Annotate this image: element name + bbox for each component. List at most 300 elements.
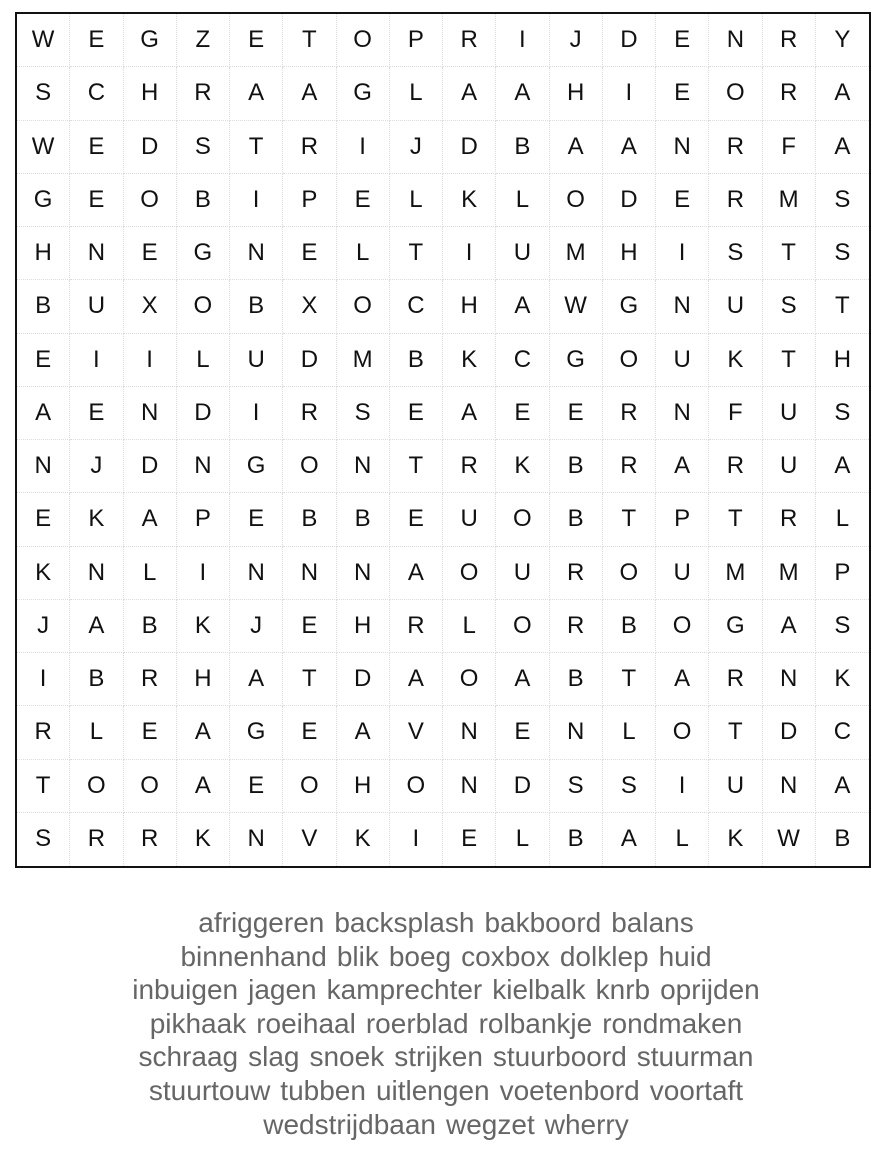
grid-cell[interactable]: N [443,706,496,759]
grid-cell[interactable]: E [390,493,443,546]
grid-cell[interactable]: J [230,600,283,653]
grid-cell[interactable]: B [550,440,603,493]
grid-cell[interactable]: S [550,760,603,813]
grid-cell[interactable]: L [390,174,443,227]
grid-cell[interactable]: I [390,813,443,866]
grid-cell[interactable]: U [656,334,709,387]
grid-cell[interactable]: T [709,706,762,759]
grid-cell[interactable]: U [496,227,549,280]
word-list-item: boeg [388,940,452,972]
word-list-item: afriggeren [198,907,325,938]
grid-cell[interactable]: O [177,280,230,333]
grid-cell[interactable]: K [177,600,230,653]
grid-cell[interactable]: N [70,547,123,600]
grid-cell[interactable]: P [816,547,869,600]
grid-cell[interactable]: U [763,440,816,493]
word-list-item: oprijden [660,974,760,1006]
grid-cell[interactable]: E [283,600,336,653]
grid-cell[interactable]: A [70,600,123,653]
grid-cell[interactable]: N [337,547,390,600]
grid-cell[interactable]: N [177,440,230,493]
word-list-item: stuurman [636,1041,754,1073]
grid-cell[interactable]: E [230,14,283,67]
grid-cell[interactable]: J [390,121,443,174]
grid-cell[interactable]: O [337,14,390,67]
grid-cell[interactable]: K [443,334,496,387]
grid-cell[interactable]: M [709,547,762,600]
grid-cell[interactable]: N [443,760,496,813]
grid-cell[interactable]: A [230,67,283,120]
grid-cell[interactable]: O [443,547,496,600]
grid-cell[interactable]: R [550,600,603,653]
grid-cell[interactable]: R [283,387,336,440]
grid-cell[interactable]: B [496,121,549,174]
grid-cell[interactable]: O [443,653,496,706]
grid-cell[interactable]: B [283,493,336,546]
grid-cell[interactable]: A [124,493,177,546]
grid-cell[interactable]: D [443,121,496,174]
grid-cell[interactable]: S [337,387,390,440]
grid-cell[interactable]: D [177,387,230,440]
grid-cell[interactable]: R [603,440,656,493]
grid-cell[interactable]: N [656,121,709,174]
grid-cell[interactable]: R [763,14,816,67]
grid-cell[interactable]: D [337,653,390,706]
grid-cell[interactable]: D [763,706,816,759]
grid-cell[interactable]: O [390,760,443,813]
grid-cell[interactable]: T [603,493,656,546]
grid-cell[interactable]: O [603,547,656,600]
grid-cell[interactable]: H [124,67,177,120]
grid-cell[interactable]: K [443,174,496,227]
word-list-line [40,906,852,940]
grid-cell[interactable]: K [177,813,230,866]
grid-cell[interactable]: Z [177,14,230,67]
grid-cell[interactable]: E [124,706,177,759]
grid-cell[interactable]: R [124,813,177,866]
grid-cell[interactable]: I [124,334,177,387]
grid-cell[interactable]: B [390,334,443,387]
word-list-item: jagen [248,974,317,1006]
grid-cell[interactable]: D [603,14,656,67]
grid-cell[interactable]: E [230,493,283,546]
grid-cell[interactable]: O [550,174,603,227]
grid-cell[interactable]: R [283,121,336,174]
grid-cell[interactable]: H [603,227,656,280]
grid-cell[interactable]: B [124,600,177,653]
grid-cell[interactable]: U [496,547,549,600]
grid-cell[interactable]: B [17,280,70,333]
grid-cell[interactable]: J [70,440,123,493]
grid-cell[interactable]: A [337,706,390,759]
grid-cell[interactable]: E [124,227,177,280]
grid-cell[interactable]: I [230,387,283,440]
grid-cell[interactable]: V [390,706,443,759]
word-list-item: wegzet [446,1108,535,1140]
grid-cell[interactable]: E [390,387,443,440]
grid-cell[interactable]: K [496,440,549,493]
grid-cell[interactable]: J [550,14,603,67]
grid-cell[interactable]: N [763,760,816,813]
grid-cell[interactable]: P [656,493,709,546]
grid-cell[interactable]: H [17,227,70,280]
grid-cell[interactable]: M [337,334,390,387]
word-list-item: balans [611,907,694,938]
word-list-item: pikhaak [149,1007,247,1039]
grid-cell[interactable]: T [390,440,443,493]
grid-cell[interactable]: O [70,760,123,813]
word-list-item: snoek [309,1041,385,1073]
grid-cell[interactable]: K [17,547,70,600]
word-list-line [40,940,852,974]
grid-cell[interactable]: T [603,653,656,706]
grid-cell[interactable]: G [337,67,390,120]
grid-cell[interactable]: A [390,547,443,600]
word-list-item: slag [248,1041,300,1073]
word-list-item: wedstrijdbaan [263,1108,437,1140]
grid-cell[interactable]: C [390,280,443,333]
grid-cell[interactable]: H [550,67,603,120]
grid-cell[interactable]: T [763,334,816,387]
word-list-item: schraag [138,1041,239,1073]
grid-cell[interactable]: R [550,547,603,600]
word-list-line [40,1108,852,1142]
grid-cell[interactable]: Y [816,14,869,67]
grid-cell[interactable]: L [390,67,443,120]
grid-cell[interactable]: M [763,174,816,227]
grid-cell[interactable]: B [550,813,603,866]
grid-cell[interactable]: P [390,14,443,67]
grid-cell[interactable]: X [283,280,336,333]
word-list-item: strijken [394,1041,483,1073]
grid-cell[interactable]: K [337,813,390,866]
grid-cell[interactable]: A [496,653,549,706]
word-list-item: kamprechter [326,974,483,1006]
grid-cell[interactable]: E [283,227,336,280]
grid-cell[interactable]: B [230,280,283,333]
grid-cell[interactable]: L [443,600,496,653]
grid-cell[interactable]: R [709,121,762,174]
grid-cell[interactable]: L [70,706,123,759]
grid-cell[interactable]: I [337,121,390,174]
grid-cell[interactable]: A [816,760,869,813]
grid-cell[interactable]: S [17,813,70,866]
grid-cell[interactable]: K [709,813,762,866]
grid-cell[interactable]: E [70,387,123,440]
grid-cell[interactable]: A [283,67,336,120]
grid-cell[interactable]: B [177,174,230,227]
grid-cell[interactable]: L [124,547,177,600]
grid-cell[interactable]: I [70,334,123,387]
grid-cell[interactable]: U [230,334,283,387]
grid-cell[interactable]: N [709,14,762,67]
grid-cell[interactable]: M [550,227,603,280]
grid-cell[interactable]: T [390,227,443,280]
grid-cell[interactable]: H [816,334,869,387]
word-search-grid-frame [15,12,871,868]
grid-cell[interactable]: W [550,280,603,333]
grid-cell[interactable]: G [17,174,70,227]
grid-cell[interactable]: N [283,547,336,600]
grid-cell[interactable]: B [550,493,603,546]
grid-cell[interactable]: P [177,493,230,546]
grid-cell[interactable]: A [496,280,549,333]
grid-cell[interactable]: E [656,14,709,67]
grid-cell[interactable]: A [816,121,869,174]
grid-cell[interactable]: R [443,440,496,493]
grid-cell[interactable]: M [763,547,816,600]
grid-cell[interactable]: L [496,174,549,227]
grid-cell[interactable]: H [337,600,390,653]
grid-cell[interactable]: E [656,174,709,227]
grid-cell[interactable]: G [550,334,603,387]
grid-cell[interactable]: R [124,653,177,706]
grid-cell[interactable]: B [603,600,656,653]
grid-cell[interactable]: I [656,760,709,813]
grid-cell[interactable]: D [283,334,336,387]
grid-cell[interactable]: A [17,387,70,440]
grid-cell[interactable]: N [763,653,816,706]
grid-cell[interactable]: R [763,67,816,120]
word-list-item: rondmaken [602,1007,743,1039]
grid-cell[interactable]: T [230,121,283,174]
grid-cell[interactable]: A [390,653,443,706]
word-list-item: inbuigen [132,974,239,1006]
grid-cell[interactable]: O [603,334,656,387]
word-list-item: rolbankje [478,1007,593,1039]
grid-cell[interactable]: P [283,174,336,227]
grid-cell[interactable]: W [17,14,70,67]
word-list-item: coxbox [461,940,550,972]
grid-cell[interactable]: R [603,387,656,440]
grid-cell[interactable]: E [230,760,283,813]
grid-cell[interactable]: G [177,227,230,280]
grid-cell[interactable]: A [656,653,709,706]
grid-cell[interactable]: S [763,280,816,333]
word-list-item: binnenhand [180,940,327,972]
grid-cell[interactable]: S [816,600,869,653]
word-list-item: stuurboord [492,1041,627,1073]
grid-cell[interactable]: I [230,174,283,227]
grid-cell[interactable]: N [70,227,123,280]
grid-cell[interactable]: E [17,493,70,546]
grid-cell[interactable]: R [763,493,816,546]
word-search-grid [17,14,869,866]
word-list-item: uitlengen [375,1074,490,1106]
grid-cell[interactable]: N [17,440,70,493]
grid-cell[interactable]: E [283,706,336,759]
grid-cell[interactable]: S [816,227,869,280]
grid-cell[interactable]: D [603,174,656,227]
grid-cell[interactable]: S [816,387,869,440]
grid-cell[interactable]: S [816,174,869,227]
word-list-item: tubben [280,1074,366,1106]
grid-cell[interactable]: V [283,813,336,866]
grid-cell[interactable]: A [656,440,709,493]
grid-cell[interactable]: U [709,760,762,813]
grid-cell[interactable]: S [603,760,656,813]
grid-cell[interactable]: A [816,440,869,493]
grid-cell[interactable]: O [337,280,390,333]
grid-cell[interactable]: N [550,706,603,759]
grid-cell[interactable]: F [763,121,816,174]
grid-cell[interactable]: E [70,14,123,67]
grid-cell[interactable]: R [390,600,443,653]
grid-cell[interactable]: W [763,813,816,866]
grid-cell[interactable]: B [550,653,603,706]
grid-cell[interactable]: A [603,813,656,866]
grid-cell[interactable]: N [337,440,390,493]
grid-cell[interactable]: A [443,67,496,120]
grid-cell[interactable]: O [709,67,762,120]
grid-cell[interactable]: J [17,600,70,653]
word-list-item: bakboord [484,907,602,938]
grid-cell[interactable]: S [709,227,762,280]
grid-cell[interactable]: K [816,653,869,706]
grid-cell[interactable]: E [496,387,549,440]
grid-cell[interactable]: C [496,334,549,387]
grid-cell[interactable]: U [443,493,496,546]
grid-cell[interactable]: T [709,493,762,546]
word-list [40,906,852,1141]
grid-cell[interactable]: A [443,387,496,440]
grid-cell[interactable]: O [124,760,177,813]
word-list-item: dolklep [559,940,649,972]
grid-cell[interactable]: B [70,653,123,706]
grid-cell[interactable]: G [230,706,283,759]
grid-cell[interactable]: U [656,547,709,600]
grid-cell[interactable]: E [496,706,549,759]
word-list-line [40,1074,852,1108]
grid-cell[interactable]: R [709,174,762,227]
grid-cell[interactable]: D [496,760,549,813]
grid-cell[interactable]: R [443,14,496,67]
grid-cell[interactable]: O [283,440,336,493]
grid-cell[interactable]: N [124,387,177,440]
grid-cell[interactable]: S [17,67,70,120]
grid-cell[interactable]: L [496,813,549,866]
grid-cell[interactable]: E [550,387,603,440]
grid-cell[interactable]: E [70,174,123,227]
word-list-item: voetenbord [499,1074,640,1106]
grid-cell[interactable]: U [70,280,123,333]
grid-cell[interactable]: G [124,14,177,67]
grid-cell[interactable]: I [656,227,709,280]
grid-cell[interactable]: I [603,67,656,120]
word-list-item: knrb [595,974,651,1006]
grid-cell[interactable]: B [834,825,851,853]
grid-cell[interactable]: X [124,280,177,333]
grid-cell[interactable]: N [230,227,283,280]
grid-cell[interactable]: D [124,121,177,174]
word-list-item: roeihaal [256,1007,356,1039]
grid-cell[interactable]: U [763,387,816,440]
grid-cell[interactable]: G [603,280,656,333]
grid-cell[interactable]: T [816,280,869,333]
grid-cell[interactable]: K [70,493,123,546]
grid-cell[interactable]: W [17,121,70,174]
grid-cell[interactable]: A [230,653,283,706]
grid-cell[interactable]: A [177,706,230,759]
grid-cell[interactable]: A [763,600,816,653]
word-list-line [40,1040,852,1074]
grid-cell[interactable]: L [603,706,656,759]
grid-cell[interactable]: E [443,813,496,866]
grid-cell[interactable]: L [337,227,390,280]
grid-cell[interactable]: G [230,440,283,493]
grid-cell[interactable]: C [70,67,123,120]
grid-cell[interactable]: I [496,14,549,67]
grid-cell[interactable]: T [763,227,816,280]
grid-cell[interactable]: S [177,121,230,174]
grid-cell[interactable]: N [656,280,709,333]
grid-cell[interactable]: D [124,440,177,493]
word-list-item: roerblad [365,1007,469,1039]
grid-cell[interactable]: A [603,121,656,174]
grid-cell[interactable]: C [816,706,869,759]
grid-cell[interactable]: E [656,67,709,120]
grid-cell[interactable]: A [816,67,869,120]
word-list-item: stuurtouw [148,1074,271,1106]
grid-cell[interactable]: H [337,760,390,813]
grid-cell[interactable]: O [496,600,549,653]
grid-cell[interactable]: G [709,600,762,653]
word-list-item: blik [336,940,379,972]
grid-cell[interactable]: B [337,493,390,546]
grid-cell[interactable]: L [656,813,709,866]
grid-cell[interactable]: E [337,174,390,227]
grid-cell[interactable]: O [656,600,709,653]
grid-cell[interactable]: R [709,440,762,493]
grid-cell[interactable]: R [17,706,70,759]
grid-cell[interactable]: E [17,334,70,387]
grid-cell[interactable]: T [17,760,70,813]
grid-cell[interactable]: A [550,121,603,174]
grid-cell[interactable]: E [70,121,123,174]
word-list-item: voortaft [649,1074,744,1106]
grid-cell[interactable]: L [816,493,869,546]
grid-cell[interactable]: O [656,706,709,759]
grid-cell[interactable]: N [230,813,283,866]
grid-cell[interactable]: O [283,760,336,813]
grid-cell[interactable]: U [709,280,762,333]
grid-cell[interactable]: T [283,14,336,67]
grid-cell[interactable]: O [496,493,549,546]
grid-cell[interactable]: R [177,67,230,120]
grid-cell[interactable]: I [177,547,230,600]
grid-cell[interactable]: T [283,653,336,706]
grid-cell[interactable]: H [177,653,230,706]
grid-cell[interactable]: F [709,387,762,440]
grid-cell[interactable]: A [496,67,549,120]
word-list-item: kielbalk [492,974,586,1006]
grid-cell[interactable]: N [230,547,283,600]
grid-cell[interactable]: I [443,227,496,280]
grid-cell[interactable]: A [177,760,230,813]
grid-cell[interactable]: R [70,813,123,866]
word-list-item: huid [658,940,712,972]
word-list-line [40,1007,852,1041]
grid-cell[interactable]: I [17,653,70,706]
grid-cell[interactable]: K [709,334,762,387]
word-list-item: backsplash [334,907,475,938]
word-list-line [40,973,852,1007]
grid-cell[interactable]: L [177,334,230,387]
grid-cell[interactable]: H [443,280,496,333]
grid-cell[interactable]: O [124,174,177,227]
grid-cell[interactable]: N [656,387,709,440]
grid-cell[interactable]: R [709,653,762,706]
